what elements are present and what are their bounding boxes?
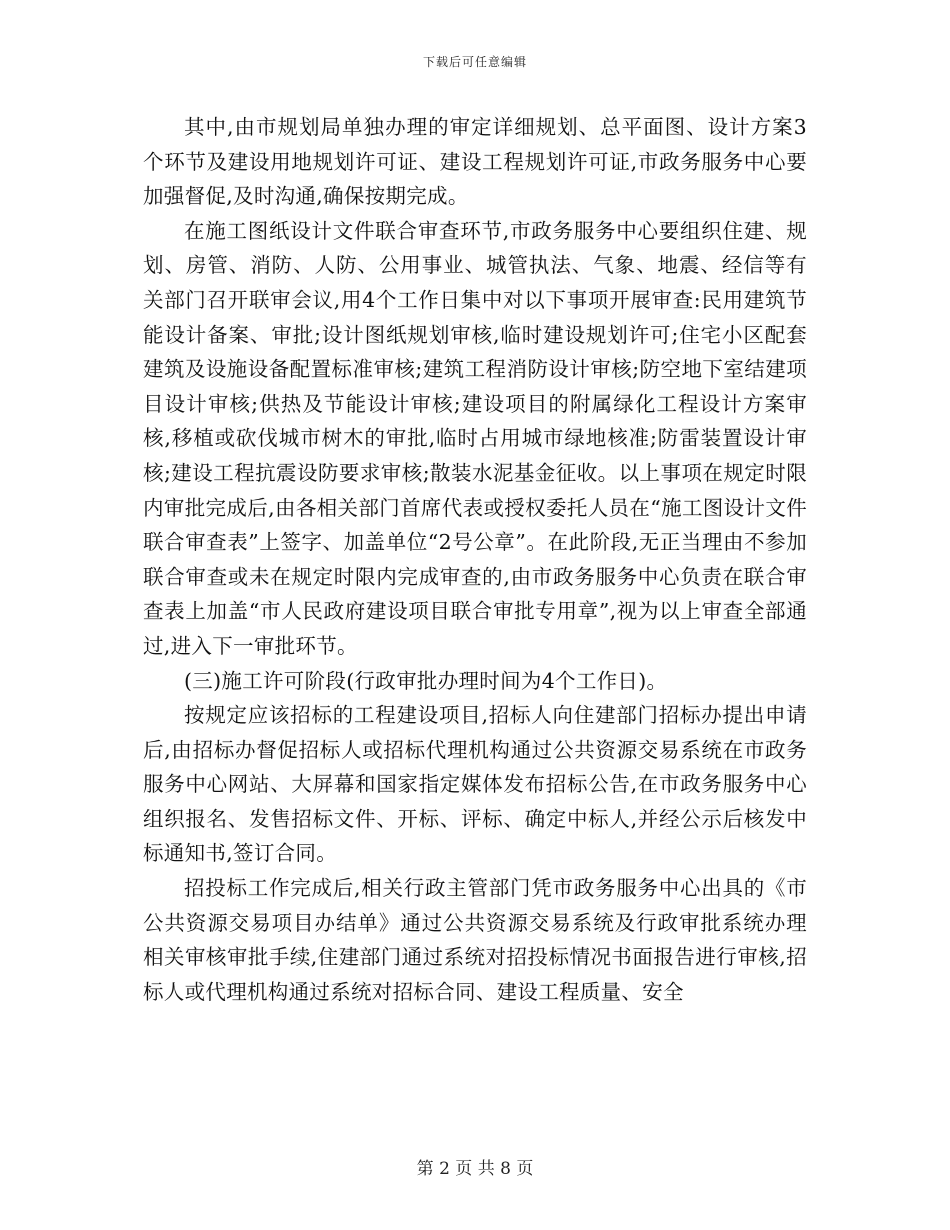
paragraph-3: (三)施工许可阶段(行政审批办理时间为4个工作日)。 <box>184 668 668 693</box>
document-body <box>143 110 807 1009</box>
paragraph-5: 招投标工作完成后,相关行政主管部门凭市政务服务中心出具的《市公共资源交易项目办结单》通过公共资源交易系统及行政审批系统办理相关审核审批手续,住建部门通过系统对招投标情况书面报告进行审核,招标人或代理机构通过系统对招标合同、建设工程质量、安全 <box>143 876 807 1004</box>
paragraph-2: 在施工图纸设计文件联合审查环节,市政务服务中心要组织住建、规划、房管、消防、人防、公用事业、城管执法、气象、地震、经信等有关部门召开联审会议,用4个工作日集中对以下事项开展审查:民用建筑节能设计备案、审批;设计图纸规划审核,临时建设规划许可;住宅小区配套建筑及设施设备配置标准审核;建筑工程消防设计审核;防空地下室结建项目设计审核;供热及节能设计审核;建设项目的附属绿化工程设计方案审核,移植或砍伐城市树木的审批,临时占用城市绿地核准;防雷装置设计审核;建设工程抗震设防要求审核;散装水泥基金征收。以上事项在规定时限内审批完成后,由各相关部门首席代表或授权委托人员在“施工图设计文件联合审查表”上签字、加盖单位“2号公章”。在此阶段,无正当理由不参加联合审查或未在规定时限内完成审查的,由市政务服务中心负责在联合审查表上加盖“市人民政府建设项目联合审批专用章”,视为以上审查全部通过,进入下一审批环节。 <box>143 218 807 658</box>
paragraph-4: 按规定应该招标的工程建设项目,招标人向住建部门招标办提出申请后,由招标办督促招标人或招标代理机构通过公共资源交易系统在市政务服务中心网站、大屏幕和国家指定媒体发布招标公告,在市政务服务中心组织报名、发售招标文件、开标、评标、确定中标人,并经公示后核发中标通知书,签订合同。 <box>143 703 807 866</box>
page-header-note: 下载后可任意编辑 <box>422 55 527 69</box>
paragraph-1: 其中,由市规划局单独办理的审定详细规划、总平面图、设计方案3个环节及建设用地规划许可证、建设工程规划许可证,市政务服务中心要加强督促,及时沟通,确保按期完成。 <box>143 115 807 209</box>
page-number: 第 2 页 共 8 页 <box>416 1159 534 1179</box>
